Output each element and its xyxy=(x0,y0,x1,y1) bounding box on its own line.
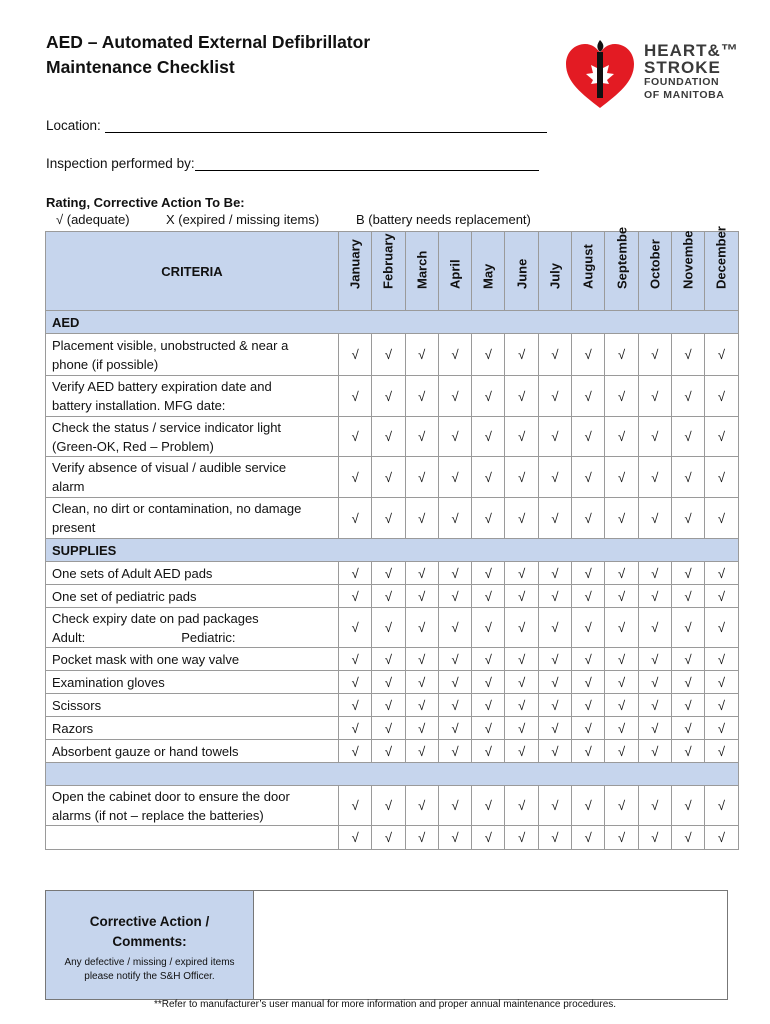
criteria-header: CRITERIA xyxy=(46,232,339,311)
check-cell[interactable]: √ xyxy=(372,457,405,498)
check-cell[interactable]: √ xyxy=(572,498,605,539)
check-cell[interactable]: √ xyxy=(472,671,505,694)
month-header xyxy=(572,232,605,311)
check-cell[interactable]: √ xyxy=(505,562,538,585)
check-cell[interactable]: √ xyxy=(438,334,471,376)
check-cell[interactable]: √ xyxy=(572,457,605,498)
criteria-cell xyxy=(46,417,339,457)
check-cell[interactable]: √ xyxy=(572,694,605,717)
month-label: April xyxy=(447,259,463,289)
check-cell[interactable]: √ xyxy=(438,376,471,417)
criteria-line-2: battery installation. MFG date: xyxy=(52,398,226,413)
check-cell[interactable]: √ xyxy=(339,457,372,498)
criteria-cell xyxy=(46,786,339,826)
check-cell[interactable]: √ xyxy=(405,498,438,539)
month-header xyxy=(438,232,471,311)
check-cell[interactable]: √ xyxy=(538,717,571,740)
criteria-line-1: Scissors xyxy=(52,697,102,713)
supplies-section-label: SUPPLIES xyxy=(46,539,739,562)
month-label: July xyxy=(547,262,563,289)
check-cell[interactable]: √ xyxy=(605,585,638,608)
blank-section-label xyxy=(46,763,739,786)
check-cell[interactable]: √ xyxy=(405,717,438,740)
criteria-line-1: Verify AED battery expiration date and xyxy=(52,379,272,394)
check-cell[interactable]: √ xyxy=(705,671,738,694)
check-cell[interactable]: √ xyxy=(472,417,505,457)
check-cell[interactable]: √ xyxy=(671,648,704,671)
check-cell[interactable]: √ xyxy=(538,826,571,850)
check-cell[interactable]: √ xyxy=(438,694,471,717)
month-label: Septembe xyxy=(614,226,630,289)
check-cell[interactable]: √ xyxy=(538,608,571,648)
rating-title: Rating, Corrective Action To Be: xyxy=(46,195,245,210)
check-cell[interactable]: √ xyxy=(671,608,704,648)
heart-stroke-logo xyxy=(562,38,742,114)
table-row xyxy=(46,417,739,457)
check-cell[interactable]: √ xyxy=(339,608,372,648)
pad-expiry-line xyxy=(52,628,338,647)
check-cell[interactable]: √ xyxy=(505,417,538,457)
month-header xyxy=(372,232,405,311)
check-cell[interactable]: √ xyxy=(438,786,471,826)
corrective-note-1: Any defective / missing / expired items xyxy=(64,957,235,968)
check-cell[interactable]: √ xyxy=(605,694,638,717)
check-cell[interactable]: √ xyxy=(372,498,405,539)
check-cell[interactable]: √ xyxy=(505,786,538,826)
check-cell[interactable]: √ xyxy=(405,740,438,763)
check-cell[interactable]: √ xyxy=(339,376,372,417)
logo-text xyxy=(644,42,739,102)
check-cell[interactable]: √ xyxy=(605,608,638,648)
check-cell[interactable]: √ xyxy=(605,334,638,376)
check-cell[interactable]: √ xyxy=(505,585,538,608)
check-cell[interactable]: √ xyxy=(438,417,471,457)
check-cell[interactable]: √ xyxy=(372,562,405,585)
check-cell[interactable]: √ xyxy=(705,562,738,585)
check-cell[interactable]: √ xyxy=(605,671,638,694)
criteria-cell xyxy=(46,562,339,585)
month-label: October xyxy=(647,239,663,289)
check-cell[interactable]: √ xyxy=(705,498,738,539)
check-cell[interactable]: √ xyxy=(705,376,738,417)
logo-line-4: OF MANITOBA xyxy=(644,89,725,101)
criteria-line-1: Examination gloves xyxy=(52,674,165,690)
check-cell[interactable]: √ xyxy=(505,671,538,694)
criteria-line-1: Check expiry date on pad packages xyxy=(52,610,259,626)
check-cell[interactable]: √ xyxy=(505,498,538,539)
logo-line-2: STROKE xyxy=(644,58,721,77)
check-cell[interactable]: √ xyxy=(505,717,538,740)
check-cell[interactable]: √ xyxy=(538,376,571,417)
check-cell[interactable]: √ xyxy=(472,376,505,417)
check-cell[interactable]: √ xyxy=(339,740,372,763)
check-cell[interactable]: √ xyxy=(372,608,405,648)
criteria-cell xyxy=(46,457,339,498)
check-cell[interactable]: √ xyxy=(372,648,405,671)
blank-section xyxy=(46,763,739,786)
check-cell[interactable]: √ xyxy=(605,457,638,498)
criteria-cell xyxy=(46,608,339,648)
check-cell[interactable]: √ xyxy=(339,648,372,671)
corrective-title-1: Corrective Action / xyxy=(89,914,210,929)
inspector-field[interactable] xyxy=(46,156,539,171)
check-cell[interactable]: √ xyxy=(671,694,704,717)
criteria-cell xyxy=(46,376,339,417)
check-cell[interactable]: √ xyxy=(405,671,438,694)
check-cell[interactable]: √ xyxy=(339,334,372,376)
check-cell[interactable]: √ xyxy=(438,671,471,694)
check-cell[interactable]: √ xyxy=(538,694,571,717)
inspector-blank[interactable] xyxy=(195,156,539,171)
table-row xyxy=(46,694,739,717)
check-cell[interactable]: √ xyxy=(638,376,671,417)
document-title xyxy=(46,30,370,80)
check-cell[interactable]: √ xyxy=(671,498,704,539)
check-cell[interactable]: √ xyxy=(638,826,671,850)
check-cell[interactable]: √ xyxy=(438,608,471,648)
logo-line-3: FOUNDATION xyxy=(644,76,720,88)
check-cell[interactable]: √ xyxy=(372,740,405,763)
criteria-cell xyxy=(46,740,339,763)
check-cell[interactable]: √ xyxy=(472,826,505,850)
aed-section-label: AED xyxy=(46,311,739,334)
check-cell[interactable]: √ xyxy=(538,562,571,585)
check-cell[interactable]: √ xyxy=(705,648,738,671)
month-label: August xyxy=(580,244,596,289)
month-label: May xyxy=(480,263,496,289)
check-cell[interactable]: √ xyxy=(705,334,738,376)
supplies-section xyxy=(46,539,739,562)
check-cell[interactable]: √ xyxy=(505,376,538,417)
check-cell[interactable]: √ xyxy=(505,608,538,648)
criteria-line-2: present xyxy=(52,520,96,535)
table-row xyxy=(46,740,739,763)
check-cell[interactable]: √ xyxy=(472,585,505,608)
check-cell[interactable]: √ xyxy=(405,826,438,850)
criteria-cell xyxy=(46,334,339,376)
check-cell[interactable]: √ xyxy=(572,648,605,671)
corrective-note-2: please notify the S&H Officer. xyxy=(84,971,215,982)
check-cell[interactable]: √ xyxy=(505,694,538,717)
table-row xyxy=(46,376,739,417)
check-cell[interactable]: √ xyxy=(671,740,704,763)
criteria-line-1: One sets of Adult AED pads xyxy=(52,565,213,581)
check-cell[interactable]: √ xyxy=(472,786,505,826)
footnote: **Refer to manufacturer’s user manual for more information and proper annual maintenance procedures. xyxy=(153,999,617,1010)
check-cell[interactable]: √ xyxy=(605,740,638,763)
check-cell[interactable]: √ xyxy=(339,585,372,608)
table-row xyxy=(46,562,739,585)
location-label: Location: xyxy=(46,118,101,133)
check-cell[interactable]: √ xyxy=(638,740,671,763)
check-cell[interactable]: √ xyxy=(372,786,405,826)
check-cell[interactable]: √ xyxy=(572,334,605,376)
criteria-line-1: Razors xyxy=(52,720,94,736)
check-cell[interactable]: √ xyxy=(572,417,605,457)
table-row xyxy=(46,717,739,740)
criteria-line-1: Open the cabinet door to ensure the door xyxy=(52,788,290,804)
check-cell[interactable]: √ xyxy=(572,376,605,417)
check-cell[interactable]: √ xyxy=(705,786,738,826)
check-cell[interactable]: √ xyxy=(405,585,438,608)
check-cell[interactable]: √ xyxy=(339,417,372,457)
check-cell[interactable]: √ xyxy=(638,608,671,648)
check-cell[interactable]: √ xyxy=(705,717,738,740)
month-header xyxy=(705,226,738,311)
check-cell[interactable]: √ xyxy=(605,562,638,585)
check-cell[interactable]: √ xyxy=(671,562,704,585)
check-cell[interactable]: √ xyxy=(705,694,738,717)
check-cell[interactable]: √ xyxy=(705,457,738,498)
check-cell[interactable]: √ xyxy=(438,498,471,539)
criteria-line-1: Placement visible, unobstructed & near a xyxy=(52,337,289,353)
check-cell[interactable]: √ xyxy=(372,694,405,717)
month-label: June xyxy=(514,258,530,289)
check-cell[interactable]: √ xyxy=(472,457,505,498)
check-cell[interactable]: √ xyxy=(438,457,471,498)
check-cell[interactable]: √ xyxy=(538,334,571,376)
check-cell[interactable]: √ xyxy=(638,498,671,539)
check-cell[interactable]: √ xyxy=(671,334,704,376)
title-line-1: AED – Automated External Defibrillator xyxy=(46,32,371,52)
check-cell[interactable]: √ xyxy=(505,740,538,763)
check-cell[interactable]: √ xyxy=(638,671,671,694)
check-cell[interactable]: √ xyxy=(339,786,372,826)
check-cell[interactable]: √ xyxy=(339,694,372,717)
check-cell[interactable]: √ xyxy=(671,671,704,694)
check-cell[interactable]: √ xyxy=(505,334,538,376)
check-cell[interactable]: √ xyxy=(638,562,671,585)
check-cell[interactable]: √ xyxy=(372,717,405,740)
table-row xyxy=(46,648,739,671)
check-cell[interactable]: √ xyxy=(472,334,505,376)
check-cell[interactable]: √ xyxy=(638,585,671,608)
month-header xyxy=(638,232,671,311)
check-cell[interactable]: √ xyxy=(472,498,505,539)
check-cell[interactable]: √ xyxy=(472,694,505,717)
check-cell[interactable]: √ xyxy=(538,417,571,457)
check-cell[interactable]: √ xyxy=(572,562,605,585)
criteria-line-2: phone (if possible) xyxy=(52,356,159,372)
criteria-line-1: Clean, no dirt or contamination, no damage xyxy=(52,501,302,516)
check-cell[interactable]: √ xyxy=(372,417,405,457)
check-cell[interactable]: √ xyxy=(605,376,638,417)
location-field[interactable] xyxy=(46,118,547,133)
month-label: December xyxy=(713,226,729,289)
criteria-line-1: One set of pediatric pads xyxy=(52,588,197,604)
check-cell[interactable]: √ xyxy=(339,562,372,585)
check-cell[interactable]: √ xyxy=(638,786,671,826)
check-cell[interactable]: √ xyxy=(538,786,571,826)
table-row xyxy=(46,671,739,694)
check-cell[interactable]: √ xyxy=(438,717,471,740)
check-cell[interactable]: √ xyxy=(438,826,471,850)
header-row xyxy=(46,232,739,311)
month-label: January xyxy=(347,239,363,289)
aed-section xyxy=(46,311,739,334)
check-cell[interactable]: √ xyxy=(605,717,638,740)
check-cell[interactable]: √ xyxy=(405,786,438,826)
check-cell[interactable]: √ xyxy=(405,457,438,498)
month-header xyxy=(671,232,704,311)
rating-expired: X (expired / missing items) xyxy=(166,212,320,227)
check-cell[interactable]: √ xyxy=(572,740,605,763)
comments-area[interactable] xyxy=(254,891,727,999)
criteria-cell xyxy=(46,648,339,671)
check-cell[interactable]: √ xyxy=(538,648,571,671)
criteria-cell xyxy=(46,498,339,539)
month-header xyxy=(505,232,538,311)
criteria-line-2: alarm xyxy=(52,479,85,494)
checklist-table xyxy=(45,226,739,850)
check-cell[interactable]: √ xyxy=(638,717,671,740)
check-cell[interactable]: √ xyxy=(438,562,471,585)
check-cell[interactable]: √ xyxy=(505,457,538,498)
corrective-label-cell xyxy=(46,891,254,999)
month-header xyxy=(339,232,372,311)
check-cell[interactable]: √ xyxy=(538,585,571,608)
criteria-line-1: Absorbent gauze or hand towels xyxy=(52,743,239,759)
criteria-line-2: (Green-OK, Red – Problem) xyxy=(52,438,214,454)
table-row xyxy=(46,608,739,648)
rating-adequate: √ (adequate) xyxy=(56,212,130,227)
check-cell[interactable]: √ xyxy=(605,417,638,457)
check-cell[interactable]: √ xyxy=(572,608,605,648)
check-cell[interactable]: √ xyxy=(538,671,571,694)
check-cell[interactable]: √ xyxy=(405,608,438,648)
pad-pediatric-label: Pediatric: xyxy=(181,629,236,645)
logo-line-1: HEART&™ xyxy=(644,41,739,60)
check-cell[interactable]: √ xyxy=(405,376,438,417)
check-cell[interactable]: √ xyxy=(372,376,405,417)
criteria-cell xyxy=(46,585,339,608)
check-cell[interactable]: √ xyxy=(671,717,704,740)
criteria-line-1: Check the status / service indicator light xyxy=(52,419,282,435)
check-cell[interactable]: √ xyxy=(638,417,671,457)
check-cell[interactable]: √ xyxy=(572,717,605,740)
check-cell[interactable]: √ xyxy=(705,417,738,457)
check-cell[interactable]: √ xyxy=(705,740,738,763)
check-cell[interactable]: √ xyxy=(472,717,505,740)
table-row xyxy=(46,334,739,376)
check-cell[interactable]: √ xyxy=(372,826,405,850)
check-cell[interactable]: √ xyxy=(638,334,671,376)
title-line-2: Maintenance Checklist xyxy=(46,57,235,77)
check-cell[interactable]: √ xyxy=(638,694,671,717)
check-cell[interactable]: √ xyxy=(405,694,438,717)
table-row xyxy=(46,585,739,608)
month-header xyxy=(472,232,505,311)
check-cell[interactable]: √ xyxy=(538,457,571,498)
month-header xyxy=(405,232,438,311)
check-cell[interactable]: √ xyxy=(605,498,638,539)
check-cell[interactable]: √ xyxy=(339,717,372,740)
check-cell[interactable]: √ xyxy=(339,498,372,539)
table-row xyxy=(46,498,739,539)
check-cell[interactable]: √ xyxy=(671,786,704,826)
criteria-cell xyxy=(46,671,339,694)
check-cell[interactable]: √ xyxy=(405,334,438,376)
criteria-cell xyxy=(46,717,339,740)
month-label: Novembe xyxy=(680,230,696,289)
check-cell[interactable]: √ xyxy=(438,585,471,608)
check-cell[interactable]: √ xyxy=(605,648,638,671)
check-cell[interactable]: √ xyxy=(572,786,605,826)
check-cell[interactable]: √ xyxy=(572,585,605,608)
check-cell[interactable]: √ xyxy=(505,826,538,850)
check-cell[interactable]: √ xyxy=(605,786,638,826)
check-cell[interactable]: √ xyxy=(605,826,638,850)
check-cell[interactable]: √ xyxy=(472,608,505,648)
table-row xyxy=(46,786,739,826)
check-cell[interactable]: √ xyxy=(671,417,704,457)
check-cell[interactable]: √ xyxy=(705,826,738,850)
check-cell[interactable]: √ xyxy=(438,740,471,763)
check-cell[interactable]: √ xyxy=(505,648,538,671)
check-cell[interactable]: √ xyxy=(705,585,738,608)
criteria-cell xyxy=(46,694,339,717)
check-cell[interactable]: √ xyxy=(671,585,704,608)
table-row xyxy=(46,457,739,498)
check-cell[interactable]: √ xyxy=(572,671,605,694)
check-cell[interactable]: √ xyxy=(671,376,704,417)
check-cell[interactable]: √ xyxy=(405,417,438,457)
pad-adult-label: Adult: xyxy=(52,629,86,645)
month-label: February xyxy=(380,233,396,289)
corrective-action-box xyxy=(45,890,728,1000)
check-cell[interactable]: √ xyxy=(705,608,738,648)
inspector-label: Inspection performed by: xyxy=(46,156,195,171)
check-cell[interactable]: √ xyxy=(339,671,372,694)
check-cell[interactable]: √ xyxy=(372,585,405,608)
table-row xyxy=(46,826,739,850)
maple-leaf-torch-icon xyxy=(562,38,638,114)
check-cell[interactable]: √ xyxy=(638,648,671,671)
check-cell[interactable]: √ xyxy=(671,826,704,850)
month-label: March xyxy=(414,250,430,289)
criteria-line-1: Pocket mask with one way valve xyxy=(52,651,240,667)
check-cell[interactable]: √ xyxy=(372,671,405,694)
check-cell[interactable]: √ xyxy=(538,498,571,539)
check-cell[interactable]: √ xyxy=(472,562,505,585)
check-cell[interactable]: √ xyxy=(572,826,605,850)
check-cell[interactable]: √ xyxy=(405,648,438,671)
check-cell[interactable]: √ xyxy=(405,562,438,585)
criteria-line-1: Verify absence of visual / audible service xyxy=(52,460,287,475)
check-cell[interactable]: √ xyxy=(538,740,571,763)
month-header xyxy=(538,232,571,311)
check-cell[interactable]: √ xyxy=(638,457,671,498)
check-cell[interactable]: √ xyxy=(472,648,505,671)
criteria-line-2: alarms (if not – replace the batteries) xyxy=(52,807,264,823)
location-blank[interactable] xyxy=(105,118,547,133)
check-cell[interactable]: √ xyxy=(671,457,704,498)
check-cell[interactable]: √ xyxy=(472,740,505,763)
check-cell[interactable]: √ xyxy=(438,648,471,671)
check-cell[interactable]: √ xyxy=(339,826,372,850)
month-header xyxy=(605,226,638,311)
criteria-cell xyxy=(46,826,339,850)
corrective-title-2: Comments: xyxy=(112,934,187,949)
check-cell[interactable]: √ xyxy=(372,334,405,376)
rating-battery: B (battery needs replacement) xyxy=(356,212,531,227)
